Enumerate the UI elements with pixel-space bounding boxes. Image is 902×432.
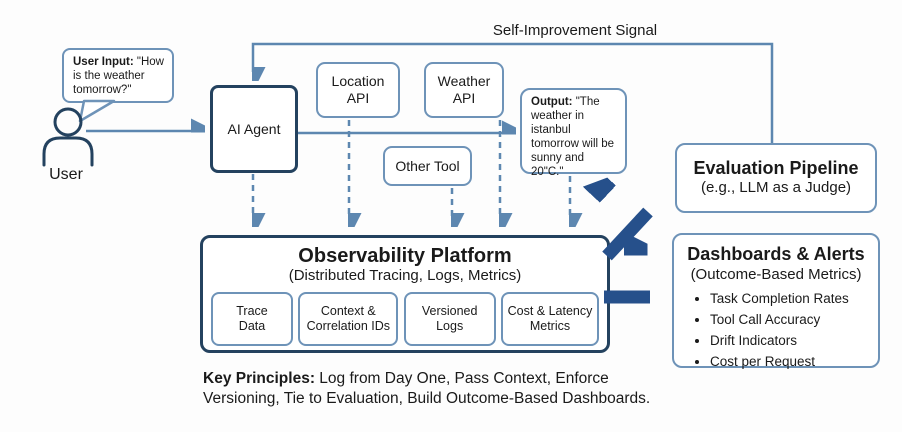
evaluation-pipeline-subtitle: (e.g., LLM as a Judge): [700, 179, 852, 197]
dashboards-title: Dashboards & Alerts: [687, 244, 865, 264]
observability-components-row: [211, 292, 599, 346]
user-input-bubble: [62, 48, 174, 103]
weather-api-box: [424, 62, 504, 118]
other-tool-label: Other Tool: [395, 157, 460, 174]
key-principles-label: Key Principles:: [203, 370, 315, 387]
dashboards-alerts-box: [672, 233, 880, 368]
observability-platform-box: [200, 235, 610, 353]
versioned-logs-label: Versioned Logs: [421, 304, 478, 333]
output-text: "The weather in istanbul tomorrow will be sunny and 20"C.": [531, 96, 615, 179]
key-principles-text: [203, 369, 681, 408]
user-input-label: User Input:: [73, 56, 134, 68]
user-input-text: "How is the weather tomorrow?": [73, 56, 164, 97]
weather-api-label: Weather API: [437, 73, 491, 106]
ai-agent-label: AI Agent: [227, 120, 281, 137]
metric-cost-per-request: • Cost per Request: [710, 352, 849, 373]
metric-tool-call-accuracy: • Tool Call Accuracy: [710, 310, 849, 331]
cost-latency-box: [501, 292, 599, 346]
versioned-logs-box: [404, 292, 496, 346]
metric-task-completion: • Task Completion Rates: [710, 289, 849, 310]
cost-latency-label: Cost & Latency Metrics: [507, 304, 593, 333]
location-api-box: [316, 62, 400, 118]
ai-agent-box: [210, 85, 298, 173]
trace-data-label: Trace Data: [236, 304, 268, 333]
trace-data-box: [211, 292, 293, 346]
observability-title: Observability Platform: [298, 245, 512, 267]
output-box: [520, 88, 627, 179]
user-icon: [36, 102, 98, 168]
dashboards-metric-list: [674, 289, 849, 373]
evaluation-pipeline-title: Evaluation Pipeline: [693, 157, 859, 178]
key-principles-body: Log from Day One, Pass Context, Enforce Versioning, Tie to Evaluation, Build Outcome-Based Dashboards.: [203, 370, 651, 407]
evaluation-pipeline-box: [675, 143, 877, 213]
self-improvement-signal-label: Self-Improvement Signal: [492, 22, 658, 39]
context-correlation-label: Context & Correlation IDs: [306, 304, 391, 333]
user-label: User: [49, 166, 83, 183]
context-correlation-box: [298, 292, 398, 346]
location-api-label: Location API: [331, 73, 385, 106]
metric-drift-indicators: • Drift Indicators: [710, 331, 849, 352]
observability-subtitle: (Distributed Tracing, Logs, Metrics): [288, 267, 522, 284]
dashboards-subtitle: (Outcome-Based Metrics): [690, 265, 862, 283]
other-tool-box: [383, 146, 472, 186]
output-label: Output:: [531, 96, 573, 108]
